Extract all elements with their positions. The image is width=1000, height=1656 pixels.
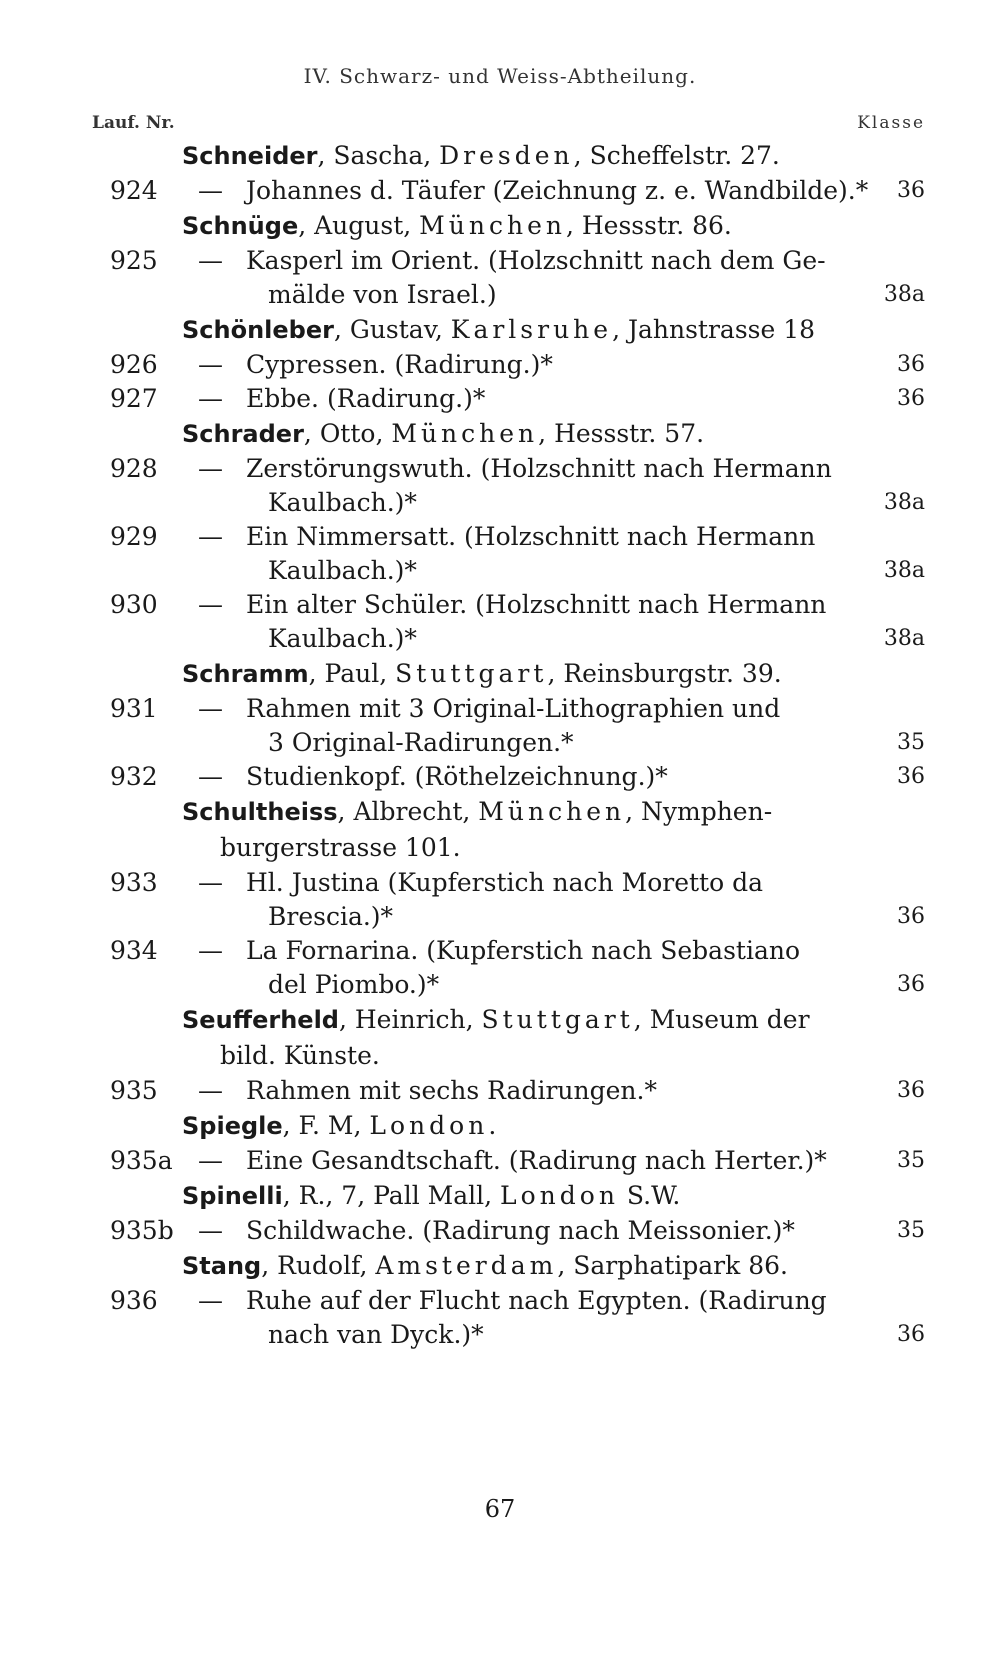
artist-details: , Gustav, [333, 315, 451, 344]
column-head-class: Klasse [857, 113, 925, 133]
artist-address: , Sarphatipark 86. [557, 1251, 788, 1280]
artist-heading [0, 1002, 1000, 1074]
catalogue-entry [0, 588, 1000, 656]
entry-class: 38a [883, 490, 925, 515]
catalogue-entry [0, 760, 1000, 794]
artist-city: Karlsruhe [450, 315, 613, 344]
artist-details: , F. M, [282, 1111, 370, 1140]
column-head-number: Lauf. Nr. [92, 113, 175, 133]
ditto-dash: — [198, 1146, 223, 1175]
artist-heading [0, 208, 1000, 244]
entry-title: Schildwache. (Radirung nach Meissonier.)* [246, 1216, 795, 1245]
entry-class: 36 [897, 764, 925, 789]
artist-address: , Museum der [633, 1005, 810, 1034]
entry-title-continuation: mälde von Israel.) [268, 280, 497, 309]
artist-city: London [500, 1181, 619, 1210]
ditto-dash: — [198, 350, 223, 379]
artist-block [0, 1178, 1000, 1248]
entry-class: 35 [897, 730, 925, 755]
artist-block [0, 208, 1000, 312]
artist-name: Schnüge [182, 212, 299, 240]
artist-name: Schneider [182, 142, 318, 170]
entry-title: Ein Nimmersatt. (Holzschnitt nach Hermann [246, 522, 816, 551]
artist-heading [0, 312, 1000, 348]
artist-address-continuation: burgerstrasse 101. [220, 833, 461, 862]
entry-class: 38a [883, 558, 925, 583]
entry-number: 928 [110, 454, 158, 483]
artist-details: , Heinrich, [338, 1005, 482, 1034]
ditto-dash: — [198, 936, 223, 965]
entry-title: Hl. Justina (Kupferstich nach Moretto da [246, 868, 763, 897]
catalogue-entry [0, 692, 1000, 760]
artist-details: , Paul, [308, 659, 396, 688]
artist-block [0, 656, 1000, 794]
entry-number: 932 [110, 762, 158, 791]
entry-class: 36 [897, 352, 925, 377]
artist-heading [0, 656, 1000, 692]
artist-block [0, 1248, 1000, 1352]
artist-city: Dresden [439, 141, 574, 170]
artist-details: , Sascha, [317, 141, 440, 170]
ditto-dash: — [198, 1076, 223, 1105]
artist-name: Seufferheld [182, 1006, 339, 1034]
entry-number: 936 [110, 1286, 158, 1315]
artist-block [0, 1002, 1000, 1108]
entry-title: Studienkopf. (Röthelzeichnung.)* [246, 762, 668, 791]
artist-address: , Nymphen- [625, 797, 773, 826]
entry-list [0, 138, 1000, 1352]
entry-title: La Fornarina. (Kupferstich nach Sebastiano [246, 936, 801, 965]
entry-class: 36 [897, 972, 925, 997]
entry-title-continuation: 3 Original-Radirungen.* [268, 728, 574, 757]
page-number: 67 [484, 1495, 516, 1523]
catalogue-entry [0, 1144, 1000, 1178]
artist-address: , Reinsburgstr. 39. [547, 659, 782, 688]
entry-class: 35 [897, 1218, 925, 1243]
artist-details: , Otto, [303, 419, 392, 448]
artist-address: , Hessstr. 86. [565, 211, 732, 240]
ditto-dash: — [198, 454, 223, 483]
entry-class: 38a [883, 626, 925, 651]
ditto-dash: — [198, 1216, 223, 1245]
entry-title-continuation: Brescia.)* [268, 902, 394, 931]
artist-details: , Rudolf, [261, 1251, 376, 1280]
catalogue-entry [0, 1214, 1000, 1248]
artist-address-continuation: bild. Künste. [220, 1041, 380, 1070]
artist-city: Stuttgart [395, 659, 548, 688]
catalogue-entry [0, 1074, 1000, 1108]
entry-title-continuation: nach van Dyck.)* [268, 1320, 484, 1349]
ditto-dash: — [198, 522, 223, 551]
ditto-dash: — [198, 384, 223, 413]
entry-class: 36 [897, 904, 925, 929]
ditto-dash: — [198, 762, 223, 791]
ditto-dash: — [198, 590, 223, 619]
entry-class: 36 [897, 178, 925, 203]
artist-heading [0, 416, 1000, 452]
artist-block [0, 794, 1000, 1002]
entry-number: 924 [110, 176, 158, 205]
entry-number: 933 [110, 868, 158, 897]
ditto-dash: — [198, 176, 223, 205]
entry-class: 35 [897, 1148, 925, 1173]
entry-class: 36 [897, 1322, 925, 1347]
entry-title-continuation: Kaulbach.)* [268, 488, 417, 517]
artist-name: Schultheiss [182, 798, 338, 826]
entry-class: 38a [883, 282, 925, 307]
artist-block [0, 416, 1000, 656]
artist-address: S.W. [618, 1181, 681, 1210]
ditto-dash: — [198, 246, 223, 275]
entry-number: 935a [110, 1146, 173, 1175]
entry-title: Ruhe auf der Flucht nach Egypten. (Radirung [246, 1286, 827, 1315]
running-head: IV. Schwarz- und Weiss-Abtheilung. [303, 64, 697, 88]
entry-title-continuation: del Piombo.)* [268, 970, 440, 999]
catalogue-entry [0, 452, 1000, 520]
artist-heading [0, 794, 1000, 866]
entry-title: Ein alter Schüler. (Holzschnitt nach Hermann [246, 590, 827, 619]
entry-number: 927 [110, 384, 158, 413]
entry-title: Rahmen mit sechs Radirungen.* [246, 1076, 657, 1105]
catalogue-entry [0, 382, 1000, 416]
artist-block [0, 312, 1000, 416]
artist-address: , Scheffelstr. 27. [573, 141, 780, 170]
entry-number: 929 [110, 522, 158, 551]
ditto-dash: — [198, 1286, 223, 1315]
entry-title-continuation: Kaulbach.)* [268, 556, 417, 585]
artist-name: Schönleber [182, 316, 334, 344]
entry-number: 930 [110, 590, 158, 619]
entry-class: 36 [897, 1078, 925, 1103]
artist-details: , Albrecht, [337, 797, 479, 826]
entry-title: Cypressen. (Radirung.)* [246, 350, 553, 379]
catalogue-entry [0, 934, 1000, 1002]
artist-heading [0, 1178, 1000, 1214]
entry-title: Kasperl im Orient. (Holzschnitt nach dem Ge- [246, 246, 826, 275]
artist-heading [0, 138, 1000, 174]
entry-title-continuation: Kaulbach.)* [268, 624, 417, 653]
artist-address: , Jahnstrasse 18 [612, 315, 816, 344]
entry-number: 926 [110, 350, 158, 379]
entry-number: 925 [110, 246, 158, 275]
artist-name: Schramm [182, 660, 309, 688]
artist-details: , August, [298, 211, 420, 240]
artist-address: , Hessstr. 57. [538, 419, 705, 448]
artist-address: . [488, 1111, 497, 1140]
entry-number: 935 [110, 1076, 158, 1105]
artist-city: München [478, 797, 626, 826]
artist-block [0, 1108, 1000, 1178]
artist-block [0, 138, 1000, 208]
artist-city: München [419, 211, 566, 240]
artist-name: Stang [182, 1252, 262, 1280]
artist-city: Amsterdam [375, 1251, 558, 1280]
artist-city: London [369, 1111, 489, 1140]
entry-title: Ebbe. (Radirung.)* [246, 384, 486, 413]
catalogue-entry [0, 174, 1000, 208]
artist-name: Spinelli [182, 1182, 283, 1210]
entry-number: 935b [110, 1216, 174, 1245]
entry-number: 934 [110, 936, 158, 965]
catalogue-entry [0, 866, 1000, 934]
catalogue-entry [0, 520, 1000, 588]
entry-title: Johannes d. Täufer (Zeichnung z. e. Wandbilde).* [246, 176, 869, 205]
artist-name: Spiegle [182, 1112, 283, 1140]
catalogue-entry [0, 348, 1000, 382]
artist-name: Schrader [182, 420, 304, 448]
entry-class: 36 [897, 386, 925, 411]
catalogue-entry [0, 244, 1000, 312]
catalogue-entry [0, 1284, 1000, 1352]
artist-city: Stuttgart [481, 1005, 634, 1034]
artist-heading [0, 1108, 1000, 1144]
entry-number: 931 [110, 694, 158, 723]
artist-details: , R., 7, Pall Mall, [282, 1181, 501, 1210]
artist-city: München [391, 419, 539, 448]
entry-title: Zerstörungswuth. (Holzschnitt nach Hermann [246, 454, 832, 483]
artist-heading [0, 1248, 1000, 1284]
ditto-dash: — [198, 868, 223, 897]
ditto-dash: — [198, 694, 223, 723]
entry-title: Rahmen mit 3 Original-Lithographien und [246, 694, 781, 723]
entry-title: Eine Gesandtschaft. (Radirung nach Herter.)* [246, 1146, 827, 1175]
